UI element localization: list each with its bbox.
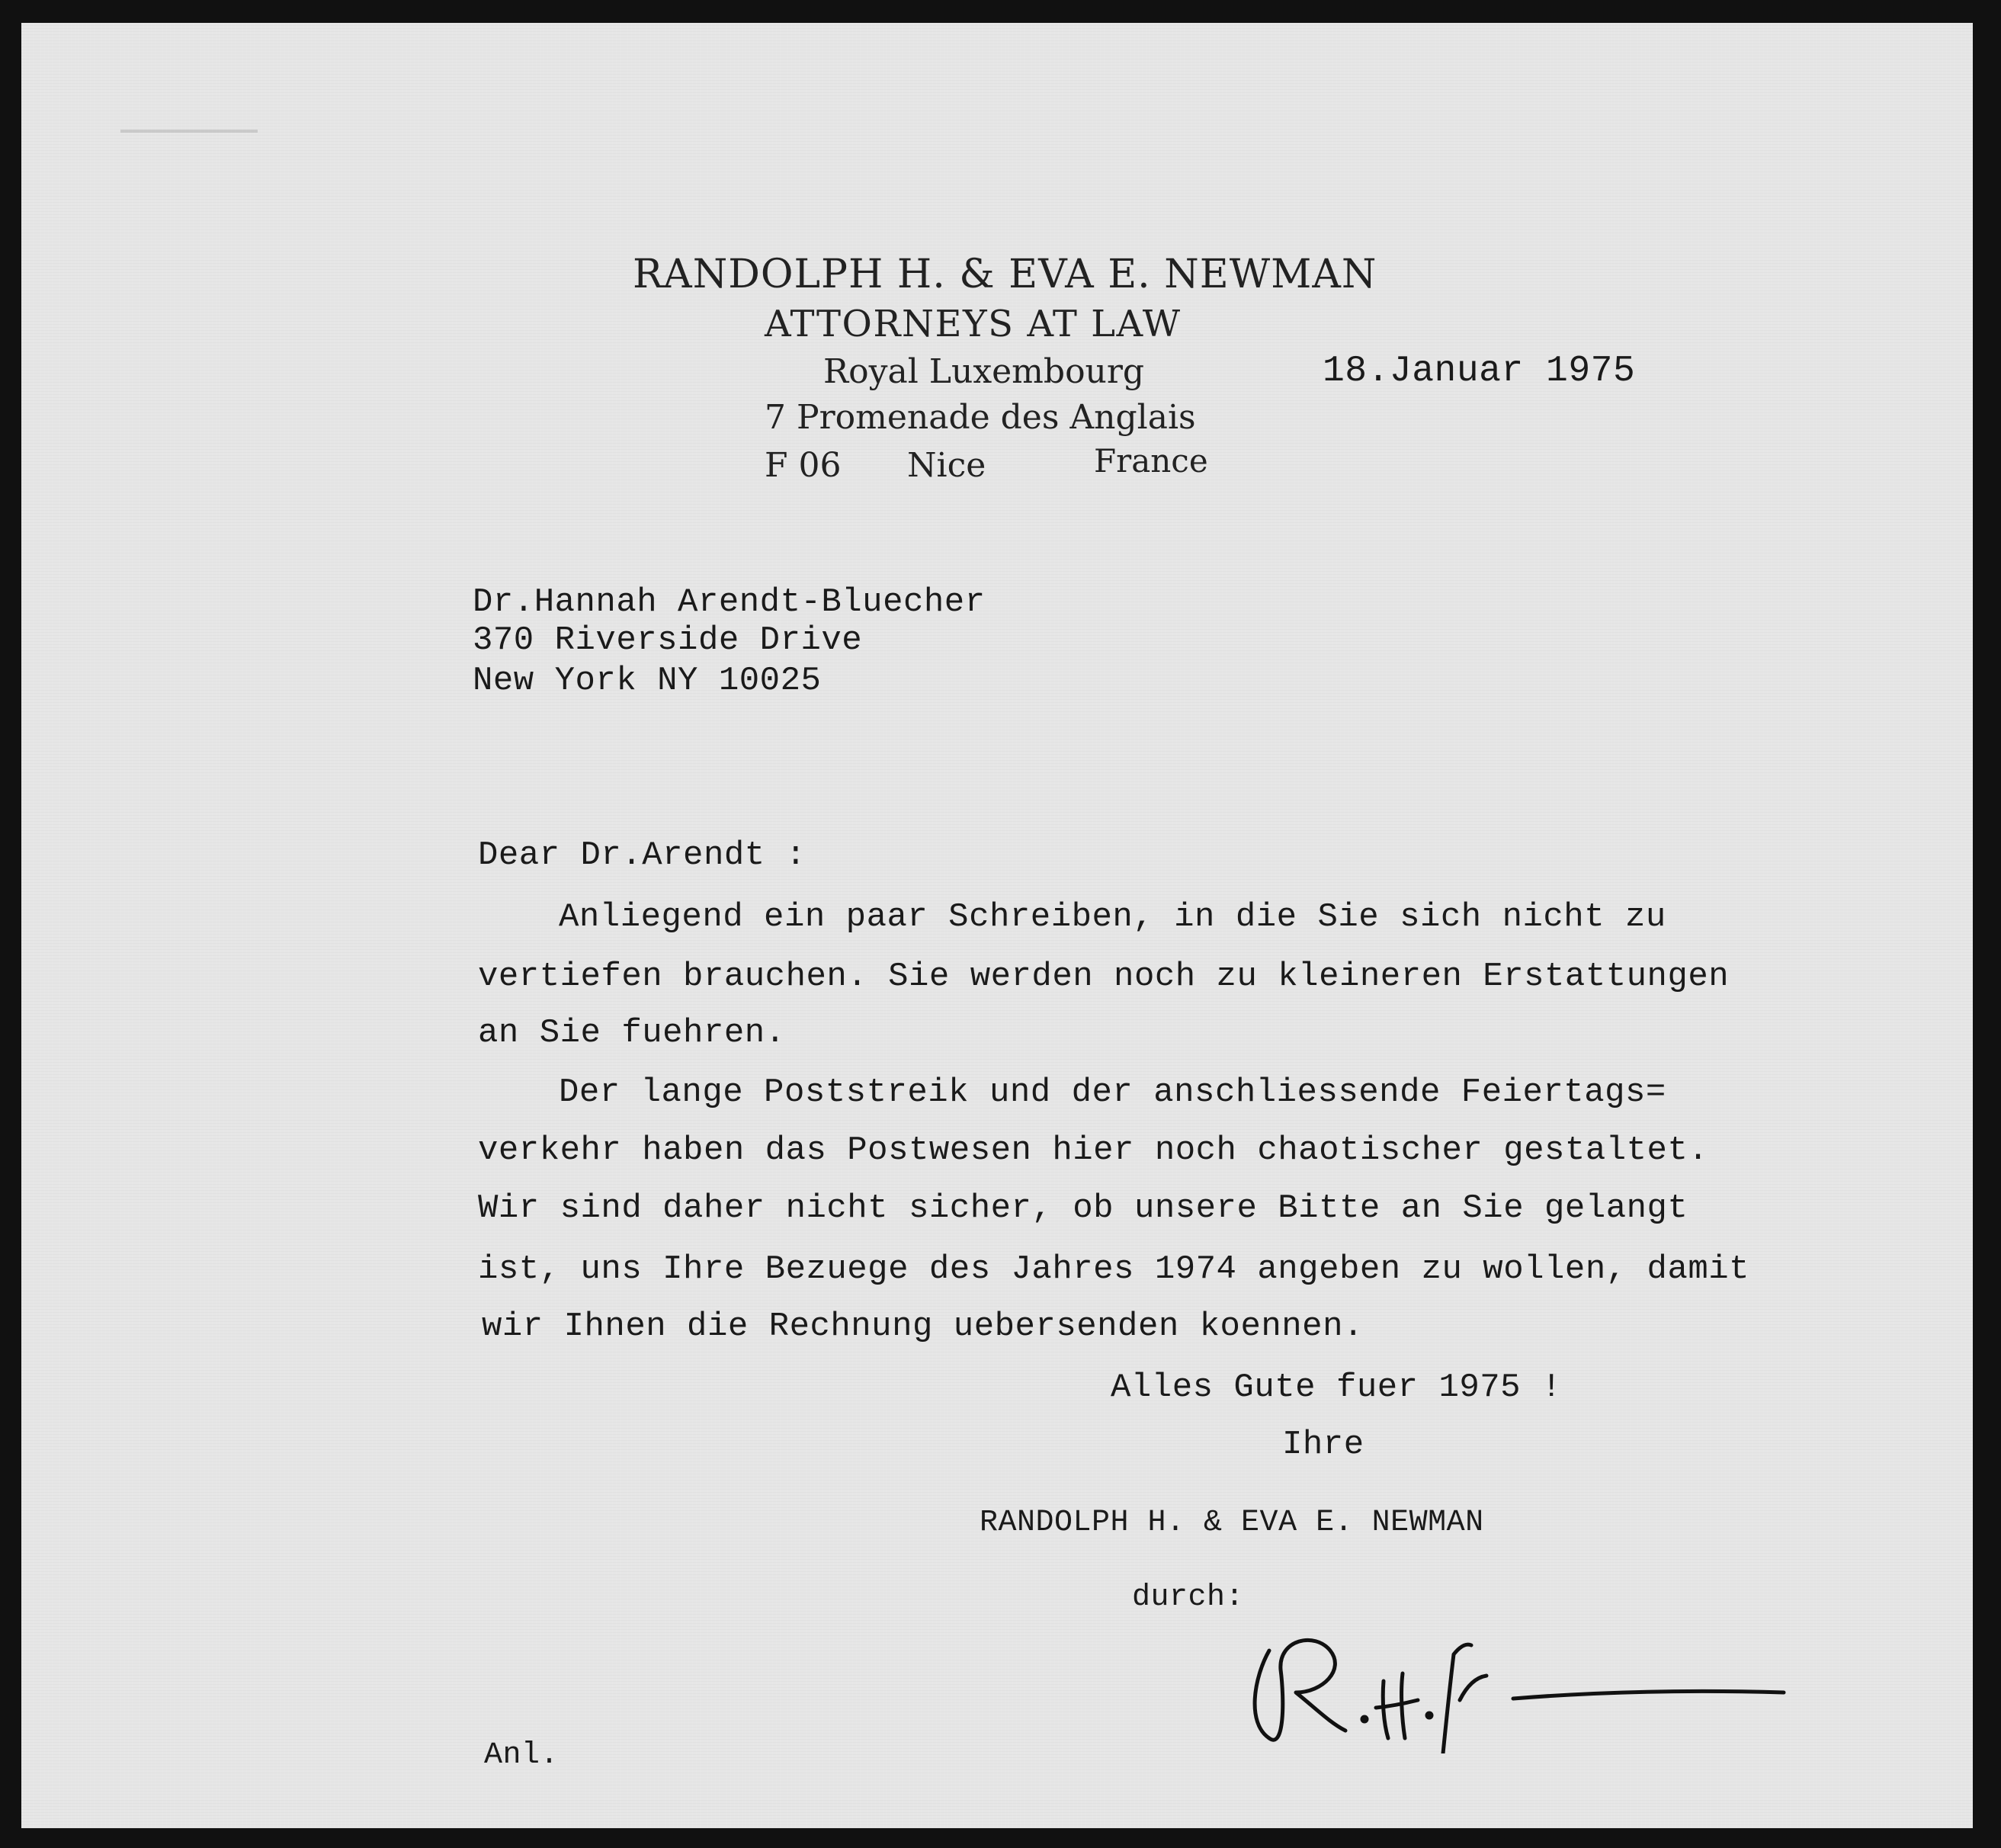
letterhead-city: Nice (907, 446, 986, 485)
letterhead-street: 7 Promenade des Anglais (765, 398, 1196, 437)
letterhead-name: RANDOLPH H. & EVA E. NEWMAN (633, 252, 1377, 297)
body-line: wir Ihnen die Rechnung uebersenden koennen. (482, 1307, 1364, 1346)
enclosure-note: Anl. (484, 1738, 560, 1773)
closing-ihre: Ihre (1282, 1426, 1364, 1464)
body-line: ist, uns Ihre Bezuege des Jahres 1974 angeben zu wollen, damit (478, 1250, 1750, 1288)
handwritten-signature (1239, 1609, 1795, 1753)
signature-firm: RANDOLPH H. & EVA E. NEWMAN (980, 1506, 1484, 1540)
body-line: Anliegend ein paar Schreiben, in die Sie sich nicht zu (559, 898, 1666, 936)
paper-mark (120, 130, 258, 133)
letterhead-country: France (1094, 442, 1208, 480)
recipient-street: 370 Riverside Drive (473, 621, 863, 659)
body-line: vertiefen brauchen. Sie werden noch zu kleineren Erstattungen (478, 958, 1730, 996)
recipient-name: Dr.Hannah Arendt-Bluecher (473, 583, 986, 621)
body-line: Wir sind daher nicht sicher, ob unsere Bitte an Sie gelangt (478, 1189, 1688, 1227)
body-line: an Sie fuehren. (478, 1014, 786, 1052)
closing-greeting: Alles Gute fuer 1975 ! (1111, 1368, 1562, 1407)
recipient-city: New York NY 10025 (473, 662, 822, 700)
signature-durch: durch: (1132, 1580, 1245, 1615)
letterhead-building: Royal Luxembourg (823, 352, 1145, 391)
letterhead-postal: F 06 (765, 446, 842, 485)
letter-date: 18.Januar 1975 (1323, 351, 1636, 392)
body-line: verkehr haben das Postwesen hier noch chaotischer gestaltet. (478, 1131, 1709, 1169)
letterhead-profession: ATTORNEYS AT LAW (765, 303, 1182, 345)
body-line: Der lange Poststreik und der anschliessende Feiertags= (559, 1073, 1666, 1112)
salutation: Dear Dr.Arendt : (478, 836, 806, 874)
